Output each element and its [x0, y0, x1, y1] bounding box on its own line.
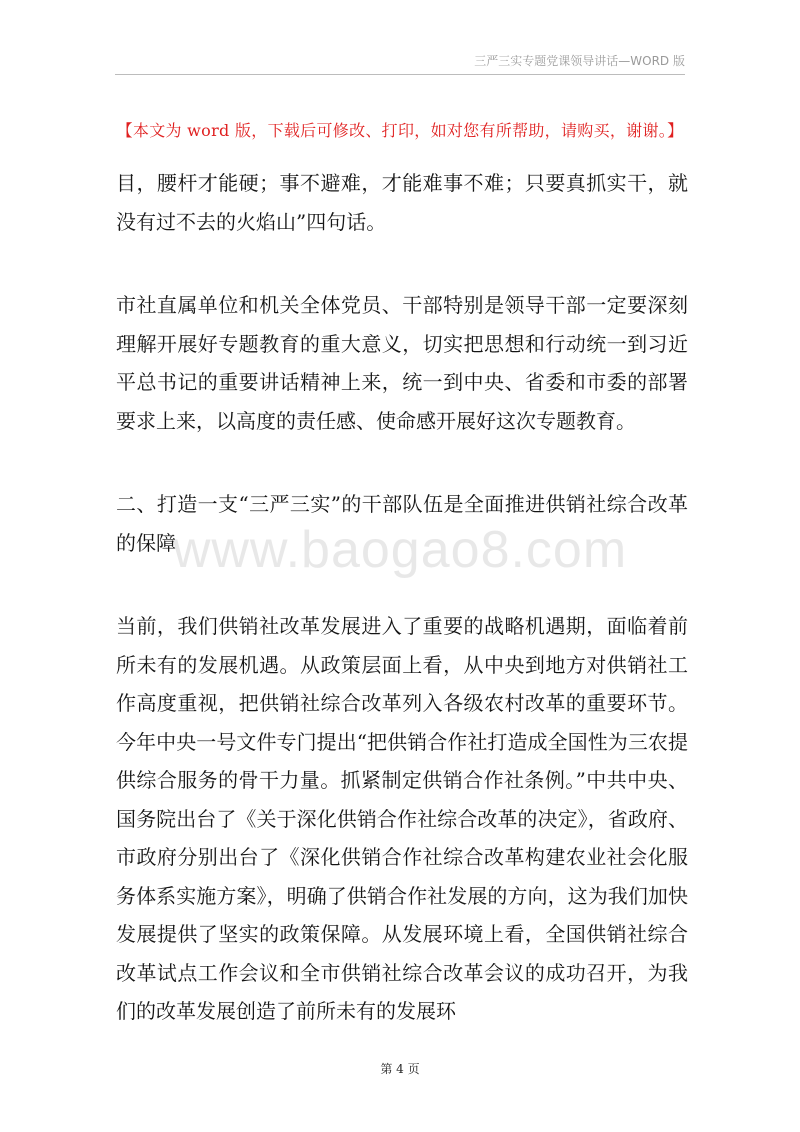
paragraph: 当前，我们供销社改革发展进入了重要的战略机遇期，面临着前所未有的发展机遇。从政策层面上看，从中央到地方对供销社工作高度重视，把供销社综合改革列入各级农村改革的重要环节。今年中央一号文件专门提出“把供销合作社打造成全国性为三农提供综合服务的骨干力量。抓紧制定供销合作社条例。”中共中央、国务院出台了《关于深化供销合作社综合改革的决定》，省政府、市政府分别出台了《深化供销合作社综合改革构建农业社会化服务体系实施方案》，明确了供销合作社发展的方向，这为我们加快发展提供了坚实的政策保障。从发展环境上看，全国供销社综合改革试点工作会议和全市供销社综合改革会议的成功召开，为我们的改革发展创造了前所未有的发展环	[116, 614, 688, 1023]
watermark: www.baogao8.com	[172, 521, 628, 579]
paragraph: 市社直属单位和机关全体党员、干部特别是领导干部一定要深刻理解开展好专题教育的重大意义，切实把思想和行动统一到习近平总书记的重要讲话精神上来，统一到中央、省委和市委的部署要求上来，以高度的责任感、使命感开展好这次专题教育。	[116, 293, 688, 433]
paragraph: 目，腰杆才能硬；事不避难，才能难事不难；只要真抓实干，就没有过不去的火焰山”四句话。	[116, 171, 688, 234]
header-divider	[115, 74, 685, 75]
section-heading: 二、打造一支“三严三实”的干部队伍是全面推进供销社综合改革的保障	[116, 492, 688, 555]
running-header: 三严三实专题党课领导讲话—WORD 版	[474, 54, 685, 68]
page-number: 第 4 页	[380, 1062, 420, 1076]
download-notice: 【本文为 word 版，下载后可修改、打印，如对您有所帮助，请购买，谢谢。】	[116, 121, 684, 140]
document-body	[116, 164, 688, 1031]
